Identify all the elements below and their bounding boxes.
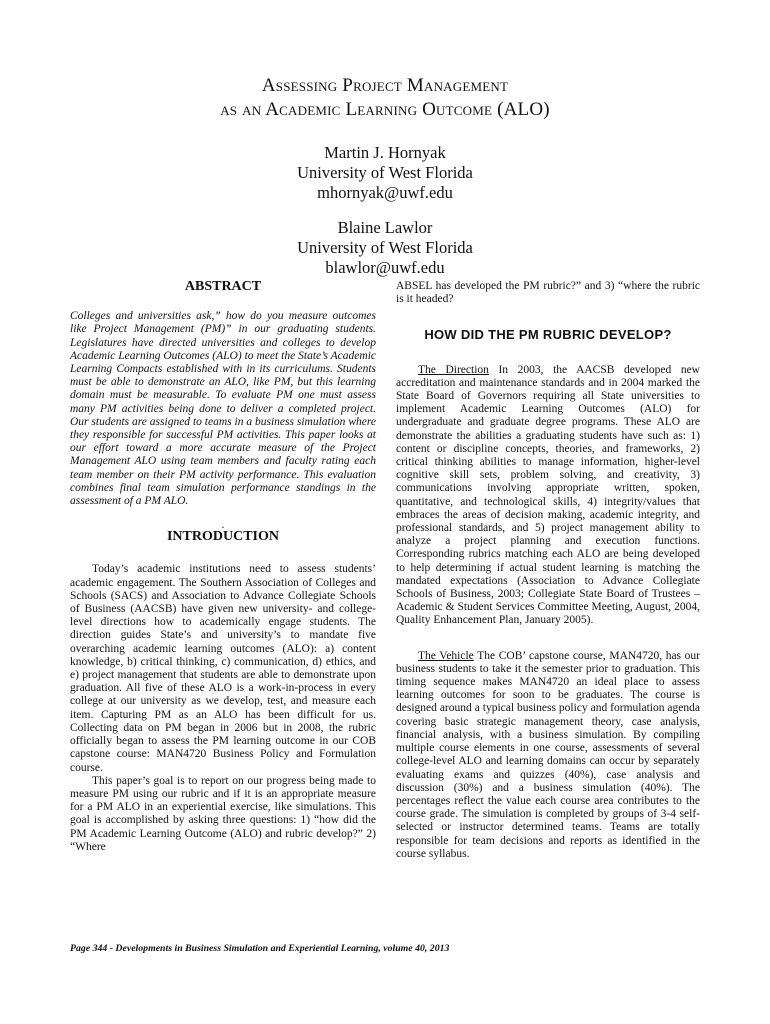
- vehicle-label: The Vehicle: [418, 649, 474, 662]
- direction-text: In 2003, the AACSB developed new accreditation and maintenance standards and in 2004 marked the State Board of Governors requiring all State universities to implement Academic Learning Outcomes (ALO) for undergraduate and graduate degree programs. These ALO are demonstrate the abilities a graduating students have such as: 1) content or discipline concepts, theories, and frameworks, 2) critical thinking abilities to manage information, higher-level cognitive skill sets, problem solving, and creativity, 3) communications involving appropriate written, spoken, quantitative, and technological skills, 4) integrity/values that embraces the areas of decision making, academic integrity, and professional standards, and 5) project management ability to analyze a project planning and execution functions. Corresponding rubrics matching each ALO are being developed to help determining if actual student learning is matching the mandated expectations (Association to Advance Collegiate Schools of Business, 2003; Collegiate State Board of Trustees – Academic & Student Services Committee Meeting, August, 2004, Quality Enhancement Plan, January 2005).: [396, 363, 700, 627]
- abstract-body: Colleges and universities ask,” how do you measure outcomes like Project Management (PM)” in our graduating students. Legislatures have directed universities and colleges to develop Academic Learning Outcomes (ALO) to meet the State’s Academic Learning Compacts established with in its curriculums. Students must be able to demonstrate an ALO, like PM, but this learning domain must be measurable. To evaluate PM one must assess many PM activities being done to deliver a completed project. Our students are assigned to teams in a business simulation where they responsible for successful PM activities. This paper looks at our effort toward a more accurate measure of the Project Management ALO using team members and faculty rating each team member on their PM activity performance. This evaluation combines final team simulation performance standings in the assessment of a PM ALO.: [70, 310, 376, 508]
- introduction-paragraph-2: This paper’s goal is to report on our progress being made to measure PM using our rubric and if it is an appropriate measure for a PM ALO in an experiential exercise, like simulations. This goal is accomplished by asking three questions: 1) “how did the PM Academic Learning Outcome (ALO) and rubric develop?” 2) “Where: [70, 774, 376, 853]
- direction-paragraph: [396, 364, 700, 628]
- right-column: [396, 280, 700, 861]
- author-affiliation: University of West Florida: [297, 163, 473, 182]
- left-column: [70, 280, 376, 854]
- author-block-1: [0, 143, 770, 203]
- author-affiliation: University of West Florida: [297, 238, 473, 257]
- introduction-body: [70, 563, 376, 853]
- author-email: blawlor@uwf.edu: [325, 258, 445, 277]
- introduction-heading: INTRODUCTION: [166, 529, 279, 545]
- title-line-2: as an Academic Learning Outcome (ALO): [220, 99, 550, 120]
- author-block-2: [0, 218, 770, 278]
- introduction-paragraph-1: Today’s academic institutions need to assess students’ academic engagement. The Southern Association of Colleges and Schools (SACS) and Association to Advance Collegiate Schools of Business (AACSB) have given new university- and college-level directions how to academically engage students. The direction guides State’s and university’s to mandate five overarching academic learning outcomes (ALO): a) content knowledge, b) critical thinking, c) communication, d) ethics, and e) project management that students are able to demonstrate upon graduation. All five of these ALO is a work-in-process in every college at our university as we develop, test, and measure each item. Capturing PM as an ALO has been difficult for us. Collecting data on PM began in 2006 but in 2008, the rubric officially began to assess the PM learning outcome in our COB capstone course: MAN4720 Business Policy and Formulation course.: [70, 563, 376, 774]
- title-line-1: Assessing Project Management: [261, 75, 509, 96]
- paper-title: [0, 74, 770, 122]
- direction-label: The Direction: [418, 363, 489, 376]
- abstract-heading: ABSTRACT: [184, 279, 262, 294]
- section-separator: .: [221, 517, 225, 532]
- continuation-paragraph: ABSEL has developed the PM rubric?” and 3) “where the rubric is it headed?: [396, 280, 700, 306]
- author-name: Blaine Lawlor: [337, 218, 433, 237]
- vehicle-paragraph: [396, 650, 700, 861]
- author-email: mhornyak@uwf.edu: [317, 183, 453, 202]
- author-name: Martin J. Hornyak: [324, 143, 446, 162]
- vehicle-text: The COB’ capstone course, MAN4720, has our business students to take it the semester prior to graduation. This timing sequence makes MAN4720 an ideal place to assess learning outcomes for soon to be graduates. The course is designed around a typical business policy and formulation agenda covering basic strategic management theory, case analysis, financial analysis, with a business simulation. By compiling multiple course elements in one course, assessments of several college-level ALO and learning domains can occur by separately evaluating exams and quizzes (40%), case analysis and discussion (30%) and a business simulation (40%). The percentages reflect the value each course area contributes to the course grade. The simulation is completed by groups of 3-4 self-selected or instructor determined teams. Teams are totally responsible for team decisions and reports as identified in the course syllabus.: [396, 649, 700, 860]
- rubric-section-heading: HOW DID THE PM RUBRIC DEVELOP?: [424, 327, 672, 343]
- page-footer: Page 344 - Developments in Business Simulation and Experiential Learning, volume 40, 2013: [70, 943, 450, 954]
